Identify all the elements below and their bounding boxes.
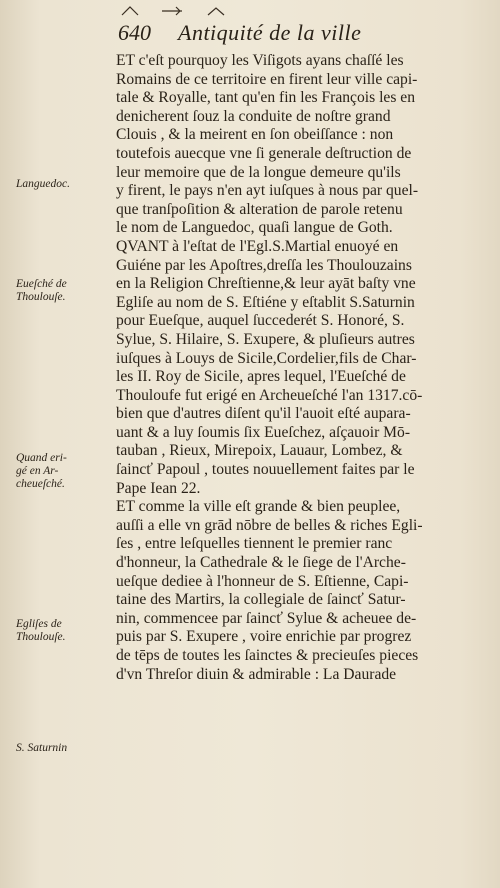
body-text: [116, 52, 474, 684]
text-line: taine des Martirs, la collegiale de ſaincť Satur-: [116, 591, 406, 609]
header-ornament-icon: [118, 4, 268, 18]
text-line: tale & Royalle, tant qu'en fin les François les en: [116, 89, 416, 107]
page-number: 640: [118, 20, 151, 45]
text-line: ET c'eſt pourquoy les Viſigots ayans chaſſé les: [116, 52, 404, 69]
text-line: iuſques à Louys de Sicile,Cordelier,fils de Char-: [116, 349, 417, 367]
margin-note-line: gé en Ar-: [16, 465, 59, 477]
text-line: Romains de ce territoire en firent leur ville capi-: [116, 70, 418, 88]
running-title: Antiquité de la ville: [178, 20, 362, 45]
text-line: leur memoire que de la longue demeure qu'ils: [116, 163, 401, 181]
text-line: d'vn Threſor diuin & admirable : La Daurade: [116, 665, 397, 683]
text-line: pour Eueſque, auquel ſuccederét S. Honoré, S.: [116, 312, 405, 330]
margin-note-line: Eueſché de: [16, 278, 67, 290]
text-line: auſſi a elle vn grād nōbre de belles & riches Egli-: [116, 516, 423, 534]
margin-note-line: cheueſché.: [16, 478, 65, 490]
text-line: uant & a luy ſoumis ſix Eueſchez, aſçauoir Mō-: [116, 423, 411, 441]
text-line: ſaincť Papoul , toutes nouuellement faites par le: [116, 461, 415, 479]
text-line: ET comme la ville eſt grande & bien peuplee,: [116, 498, 401, 516]
margin-note-line: Thoulouſe.: [16, 631, 66, 643]
page-header: [118, 14, 458, 44]
text-line: de tēps de toutes les ſainctes & precieuſes pieces: [116, 647, 419, 664]
text-line: Guiéne par les Apoſtres,dreſſa les Thoulouzains: [116, 256, 412, 274]
margin-note-line: Languedoc.: [16, 178, 70, 190]
text-line: en la Religion Chreſtienne,& leur ayāt baſty vne: [116, 275, 416, 293]
text-line: ſes , entre leſquelles tiennent le premier ranc: [116, 535, 393, 553]
text-line: bien que d'autres diſent qu'il l'auoit eſté aupara-: [116, 405, 411, 423]
text-line: Pape Iean 22.: [116, 479, 201, 497]
text-line: Egliſe au nom de S. Eſtiéne y eſtablit S.Saturnin: [116, 293, 415, 311]
text-line: nin, commencee par ſaincť Sylue & acheuee de-: [116, 609, 417, 627]
text-line: que tranſpoſition & alteration de parole retenu: [116, 200, 403, 218]
text-line: Thouloufe fut erigé en Archeueſché l'an 1317.cō-: [116, 386, 423, 404]
text-line: d'honneur, la Cathedrale & le ſiege de l'Arche-: [116, 554, 406, 572]
text-line: les II. Roy de Sicile, apres lequel, l'Eueſché de: [116, 368, 406, 386]
margin-notes: [0, 0, 112, 888]
margin-note-archeuesche: [16, 452, 108, 491]
margin-note-euesche: [16, 278, 108, 304]
margin-note-line: Egliſes de: [16, 618, 62, 630]
text-line: y firent, le pays n'en ayt iuſques à nous par quel-: [116, 182, 419, 200]
margin-note-line: Thoulouſe.: [16, 291, 66, 303]
margin-note-line: Quand eri-: [16, 452, 67, 464]
text-line: tauban , Rieux, Mirepoix, Lauaur, Lombez, &: [116, 442, 403, 460]
text-line: Clouis , & la meirent en ſon obeiſſance : non: [116, 126, 394, 144]
text-line: Sylue, S. Hilaire, S. Exupere, & pluſieurs autres: [116, 330, 415, 348]
text-line: puis par S. Exupere , voire enrichie par progrez: [116, 628, 412, 646]
text-line: toutefois auecque vne ſi generale deſtruction de: [116, 144, 412, 162]
text-line: QVANT à l'eſtat de l'Egl.S.Martial enuoyé en: [116, 237, 399, 255]
margin-note-eglises: [16, 618, 108, 644]
text-line: le nom de Languedoc, quaſi langue de Goth.: [116, 219, 393, 237]
text-line: denicherent ſouz la conduite de noſtre grand: [116, 107, 391, 125]
text-line: ueſque dediee à l'honneur de S. Eſtienne, Capi-: [116, 572, 409, 590]
margin-note-saturnin: [16, 742, 108, 755]
margin-note-languedoc: [16, 178, 108, 191]
margin-note-line: S. Saturnin: [16, 742, 68, 754]
